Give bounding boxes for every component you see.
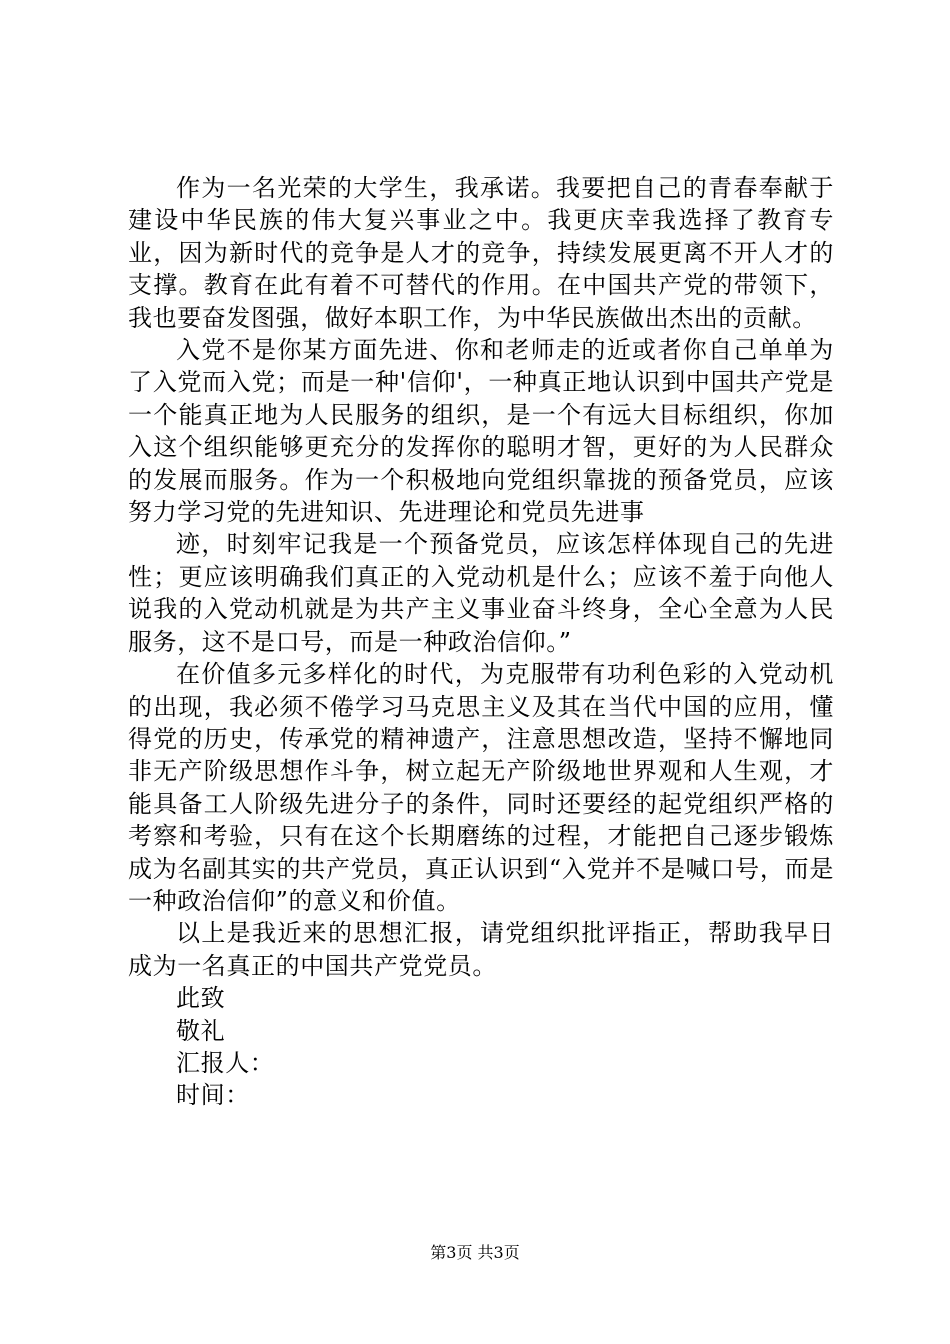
paragraph-commitment: 作为一名光荣的大学生，我承诺。我要把自己的青春奉献于建设中华民族的伟大复兴事业之中。我更庆幸我选择了教育专业，因为新时代的竞争是人才的竞争，持续发展更离不开人才的支撑。教育在此有着不可替代的作用。在中国共产党的带领下，我也要奋发图强，做好本职工作，为中华民族做出杰出的贡献。: [128, 174, 834, 332]
document-body: [128, 172, 834, 1112]
page-footer: [0, 1243, 950, 1263]
paragraph-party-belief: 入党不是你某方面先进、你和老师走的近或者你自己单单为了入党而入党；而是一种'信仰'，一种真正地认识到中国共产党是一个能真正地为人民服务的组织，是一个有远大目标组织，你加入这个组织能够更充分的发挥你的聪明才智，更好的为人民群众的发展而服务。作为一个积极地向党组织靠拢的预备党员，应该努力学习党的先进知识、先进理论和党员先进事: [128, 336, 834, 527]
page-number-indicator: 第3页 共3页: [430, 1243, 520, 1262]
closing-salutation: 此致: [176, 984, 226, 1013]
paragraph-party-motive: 迹，时刻牢记我是一个预备党员，应该怎样体现自己的先进性；更应该明确我们真正的入党动机是什么；应该不羞于向他人说我的入党动机就是为共产主义事业奋斗终身，全心全意为人民服务，这不是口号，而是一种政治信仰。”: [128, 530, 834, 656]
paragraph-conclusion: 以上是我近来的思想汇报，请党组织批评指正，帮助我早日成为一名真正的中国共产党党员。: [128, 919, 834, 980]
date-label: 时间：: [176, 1081, 250, 1110]
reporter-label: 汇报人：: [176, 1048, 275, 1077]
closing-regards: 敬礼: [176, 1016, 226, 1045]
paragraph-self-improvement: 在价值多元多样化的时代，为克服带有功利色彩的入党动机的出现，我必须不倦学习马克思主义及其在当代中国的应用，懂得党的历史，传承党的精神遗产，注意思想改造，坚持不懈地同非无产阶级思想作斗争，树立起无产阶级地世界观和人生观，才能具备工人阶级先进分子的条件，同时还要经的起党组织严格的考察和考验，只有在这个长期磨练的过程，才能把自己逐步锻炼成为名副其实的共产党员，真正认识到“入党并不是喊口号，而是一种政治信仰”的意义和价值。: [128, 660, 834, 915]
